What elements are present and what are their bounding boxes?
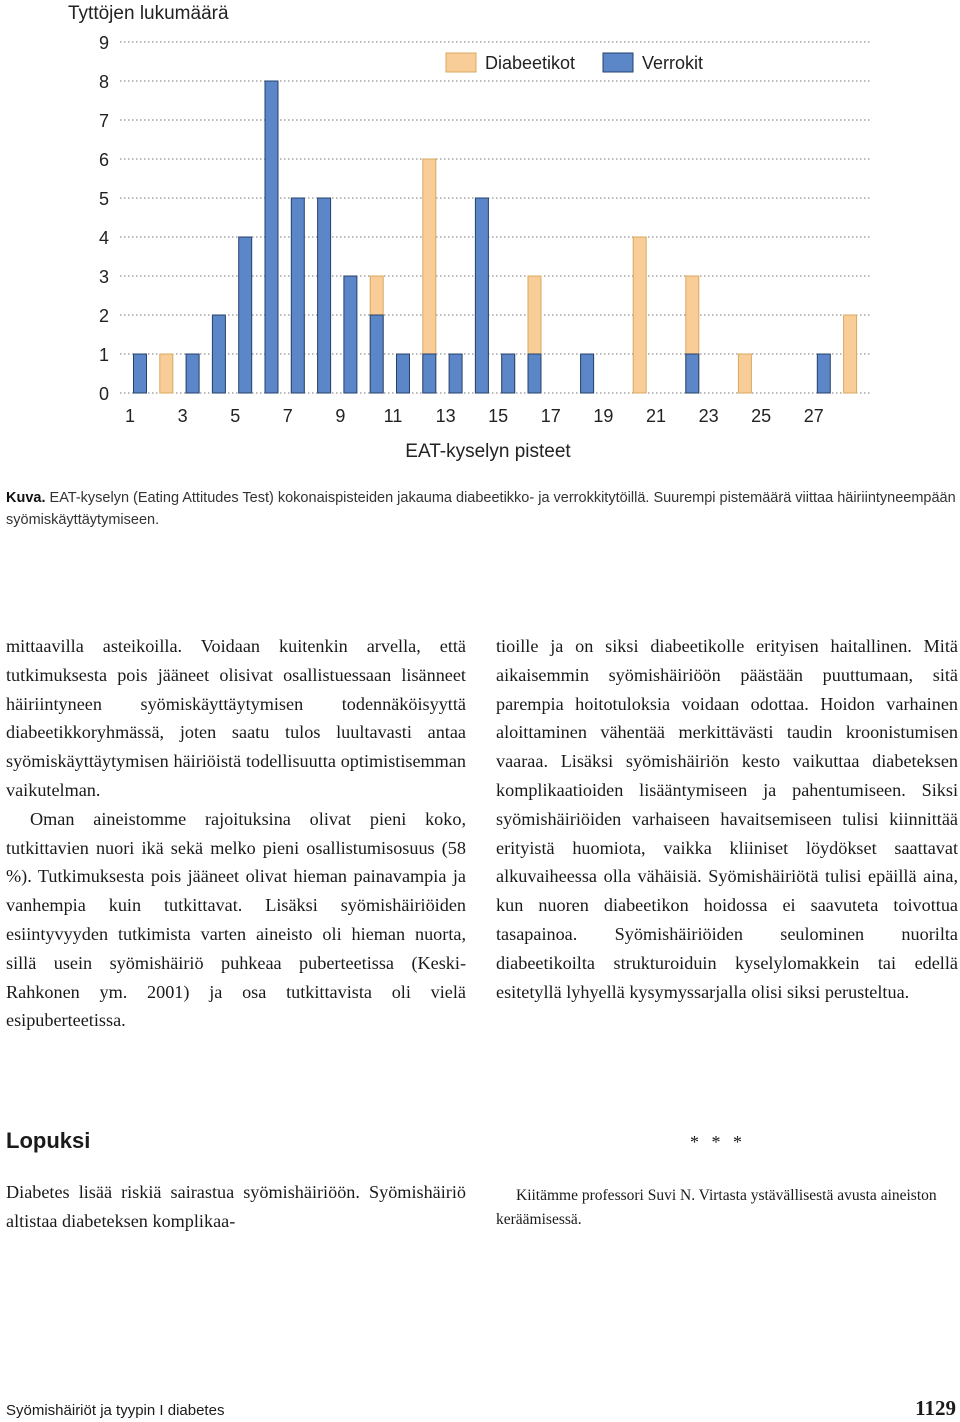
body-paragraph: mittaavilla asteikoilla. Voidaan kuitenkin arvella, että tutkimuksesta pois jääneet olisivat osallistuessaan lisänneet häiriintyneen syömiskäyttäytymisen todennäköisyyttä diabeetikkoryhmässä, joten saatu tulos luultavasti antaa syömiskäyttäytymisen häiriöistä todellisuutta optimistisemman vaikutelman. xyxy=(6,636,466,800)
bar-verrokit xyxy=(581,354,594,393)
x-tick-label: 21 xyxy=(645,406,667,426)
y-tick-label: 7 xyxy=(98,111,109,131)
bar-verrokit xyxy=(423,354,436,393)
running-title: Syömishäiriöt ja tyypin I diabetes xyxy=(6,1402,225,1419)
bar-verrokit xyxy=(370,315,383,393)
bar-verrokit xyxy=(449,354,462,393)
bar-verrokit xyxy=(397,354,410,393)
x-tick-label: 7 xyxy=(282,406,293,426)
x-tick-label: 13 xyxy=(435,406,456,426)
eat-score-bar-chart xyxy=(0,0,960,470)
bar-verrokit xyxy=(475,198,488,393)
legend-label-verrokit: Verrokit xyxy=(642,53,704,73)
bar-verrokit xyxy=(344,276,357,393)
section-separator-stars: * * * xyxy=(690,1132,746,1152)
y-tick-label: 8 xyxy=(98,72,109,92)
bar-verrokit xyxy=(291,198,304,393)
bar-diabeetikot xyxy=(633,237,646,393)
y-tick-label: 1 xyxy=(98,345,109,365)
x-tick-label: 25 xyxy=(751,406,772,426)
bar-verrokit xyxy=(502,354,515,393)
x-tick-label: 23 xyxy=(698,406,719,426)
acknowledgement xyxy=(496,1184,958,1232)
bar-diabeetikot xyxy=(738,354,751,393)
caption-text: EAT-kyselyn (Eating Attitudes Test) kokonaispisteiden jakauma diabeetikko- ja verrokkitytöillä. Suurempi pistemäärä viittaa häiriintyneempään syömiskäyttäytymiseen. xyxy=(6,490,956,528)
x-tick-label: 27 xyxy=(803,406,824,426)
y-tick-label: 2 xyxy=(98,306,109,326)
body-column-left xyxy=(6,632,466,1035)
y-tick-label: 9 xyxy=(98,33,109,53)
bar-diabeetikot xyxy=(844,315,857,393)
x-tick-label: 19 xyxy=(593,406,614,426)
y-tick-label: 3 xyxy=(98,267,109,287)
x-tick-label: 5 xyxy=(230,406,241,426)
x-tick-label: 1 xyxy=(124,406,136,426)
bar-verrokit xyxy=(528,354,541,393)
closing-paragraph: Diabetes lisää riskiä sairastua syömishäiriöön. Syömishäiriö altistaa diabeteksen komplikaa- xyxy=(6,1182,466,1231)
body-paragraph: tioille ja on siksi diabeetikolle erityisen haitallinen. Mitä aikaisemmin syömishäiriöön päästään puuttumaan, sitä parempia hoitotuloksia voidaan odottaa. Hoidon varhainen aloittaminen vähentää merkittävästi taudin kroonistumisen vaaraa. Lisäksi syömishäiriön kesto vaikuttaa diabeteksen komplikaatioiden lisääntymiseen ja pahentumiseen. Siksi syömishäiriöiden varhaiseen havaitsemiseen tulisi kiinnittää erityistä huomiota, vaikka kliiniset löydökset saattavat alkuvaiheessa olla vähäisiä. Syömishäiriötä tulisi epäillä aina, kun nuoren diabeetikon hoidossa ei saavuteta toivottua tasapainoa. Syömishäiriöiden seulominen nuorilta diabeetikoilta strukturoiduin kyselylomakkein tai edellä esitetyllä lyhyellä kysymyssarjalla olisi siksi perusteltua. xyxy=(496,636,958,1002)
bar-verrokit xyxy=(239,237,252,393)
body-paragraph: Oman aineistomme rajoituksina olivat pieni koko, tutkittavien nuori ikä sekä melko pieni osallistumisosuus (58 %). Tutkimuksesta pois jääneet olivat hieman painavampia ja vanhempia kuin tutkittavat. Lisäksi syömishäiriöiden esiintyvyyden tutkimista varten aineisto oli hieman nuorta, sillä usein syömishäiriö puhkeaa puberteetissa (Keski-Rahkonen ym. 2001) ja osa tutkittavista oli vielä esipuberteetissa. xyxy=(6,808,466,1031)
x-axis-title: EAT-kyselyn pisteet xyxy=(405,441,571,462)
bar-diabeetikot xyxy=(160,354,173,393)
x-tick-label: 3 xyxy=(177,406,188,426)
y-tick-label: 0 xyxy=(98,384,109,404)
x-tick-label: 15 xyxy=(488,406,509,426)
legend-swatch-diabeetikot xyxy=(446,53,476,72)
body-column-right xyxy=(496,632,958,1006)
y-axis-title: Tyttöjen lukumäärä xyxy=(68,3,229,24)
bar-verrokit xyxy=(817,354,830,393)
x-tick-label: 11 xyxy=(383,406,403,426)
y-tick-label: 6 xyxy=(98,150,109,170)
figure-caption xyxy=(6,487,956,531)
bar-verrokit xyxy=(212,315,225,393)
bar-verrokit xyxy=(134,354,147,393)
legend-swatch-verrokit xyxy=(603,53,633,72)
legend-label-diabeetikot: Diabeetikot xyxy=(485,53,576,73)
bar-verrokit xyxy=(265,81,278,393)
caption-label: Kuva. xyxy=(6,490,46,506)
chart-gridlines xyxy=(120,42,870,393)
section-heading: Lopuksi xyxy=(6,1128,91,1153)
y-tick-label: 4 xyxy=(98,228,109,248)
x-tick-label: 9 xyxy=(335,406,346,426)
x-tick-label: 17 xyxy=(540,406,561,426)
bar-verrokit xyxy=(318,198,331,393)
y-tick-label: 5 xyxy=(98,189,109,209)
x-tick-labels xyxy=(125,406,824,426)
acknowledgement-text: Kiitämme professori Suvi N. Virtasta ystävällisestä avusta aineiston keräämisessä. xyxy=(496,1187,937,1228)
y-tick-labels xyxy=(99,33,109,404)
bar-verrokit xyxy=(186,354,199,393)
bar-verrokit xyxy=(686,354,699,393)
page-number: 1129 xyxy=(915,1396,956,1420)
chart-legend xyxy=(446,53,703,73)
